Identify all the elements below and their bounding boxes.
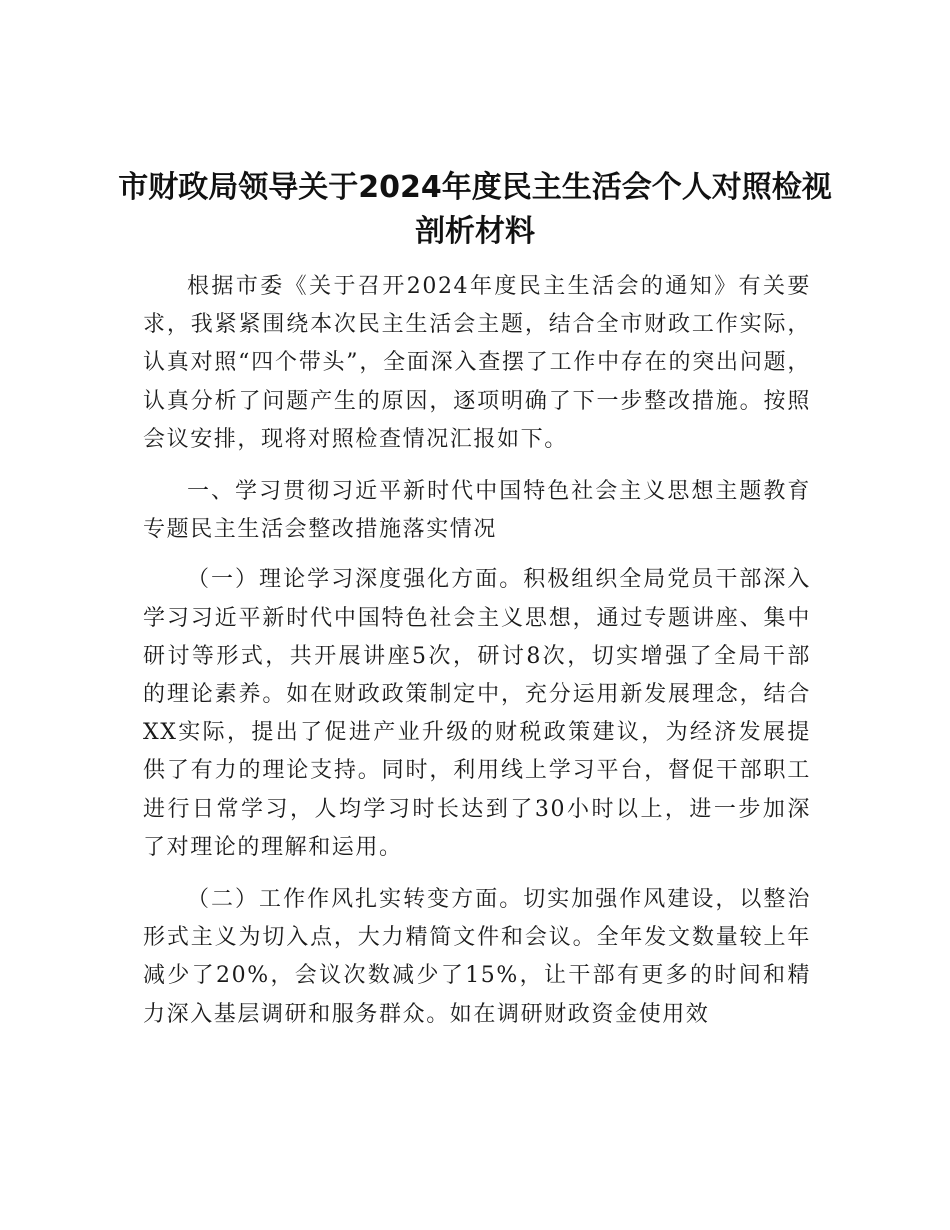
intro-paragraph: 根据市委《关于召开2024年度民主生活会的通知》有关要求，我紧紧围绕本次民主生活会主题，结合全市财政工作实际，认真对照“四个带头”，全面深入查摆了工作中存在的突出问题，认真分析了问题产生的原因，逐项明确了下一步整改措施。按照会议安排，现将对照检查情况汇报如下。 xyxy=(143,274,811,452)
subsection-paragraph-1: （一）理论学习深度强化方面。积极组织全局党员干部深入学习习近平新时代中国特色社会主义思想，通过专题讲座、集中研讨等形式，共开展讲座5次，研讨8次，切实增强了全局干部的理论素养。如在财政政策制定中，充分运用新发展理念，结合XX实际，提出了促进产业升级的财税政策建议，为经济发展提供了有力的理论支持。同时，利用线上学习平台，督促干部职工进行日常学习，人均学习时长达到了30小时以上，进一步加深了对理论的理解和运用。 xyxy=(143,567,811,860)
document-body xyxy=(143,268,811,1048)
section-heading-1: 一、学习贯彻习近平新时代中国特色社会主义思想主题教育专题民主生活会整改措施落实情况 xyxy=(143,479,811,543)
subsection-paragraph-2: （二）工作作风扎实转变方面。切实加强作风建设，以整治形式主义为切入点，大力精简文件和会议。全年发文数量较上年减少了20%，会议次数减少了15%，让干部有更多的时间和精力深入基层调研和服务群众。如在调研财政资金使用效 xyxy=(143,887,811,1027)
document-title: 市财政局领导关于2024年度民主生活会个人对照检视剖析材料 xyxy=(118,170,832,249)
